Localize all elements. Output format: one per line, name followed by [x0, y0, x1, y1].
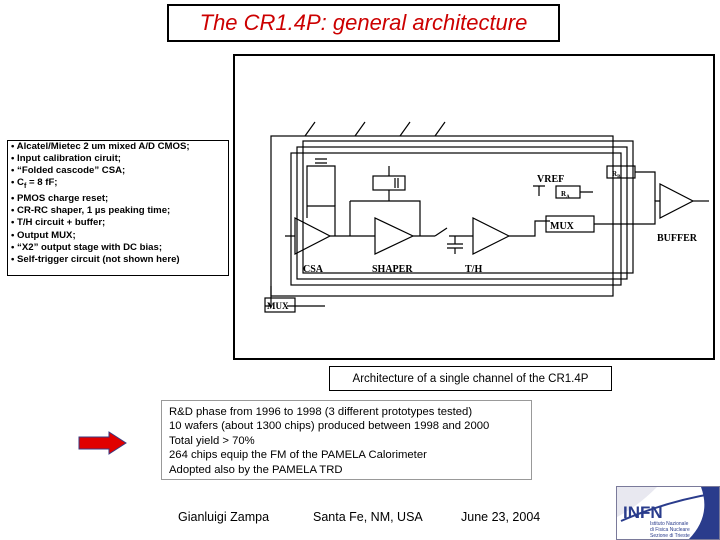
rd-line: Adopted also by the PAMELA TRD — [169, 463, 343, 476]
svg-text:Sezione di Trieste: Sezione di Trieste — [650, 533, 690, 539]
arrow-right-icon — [78, 431, 128, 455]
infn-logo — [616, 486, 720, 540]
list-item: • Alcatel/Mietec 2 um mixed A/D CMOS; — [11, 141, 190, 152]
rd-line: 10 wafers (about 1300 chips) produced between 1998 and 2000 — [169, 420, 490, 433]
th-label: T/H — [465, 264, 483, 275]
svg-text:Istituto Nazionale: Istituto Nazionale — [650, 521, 689, 527]
svg-text:INFN: INFN — [623, 503, 663, 522]
rd-summary — [161, 400, 532, 480]
ra-label: $R_A$ — [561, 190, 570, 200]
rd-line: R&D phase from 1996 to 1998 (3 different prototypes tested) — [169, 406, 473, 418]
figure-caption: Architecture of a single channel of the CR1.4P — [329, 366, 612, 391]
rb-label: $R_B$ — [612, 170, 621, 180]
features-list — [7, 140, 229, 276]
list-item: • “Folded cascode” CSA; — [11, 165, 126, 177]
list-item: • Output MUX; — [11, 229, 76, 241]
footer-author: Gianluigi Zampa — [178, 510, 270, 524]
rd-line: 264 chips equip the FM of the PAMELA Calorimeter — [169, 449, 427, 462]
shaper-label: SHAPER — [372, 264, 413, 275]
list-item: • Self-trigger circuit (not shown here) — [11, 253, 180, 265]
csa-label: CSA — [303, 264, 324, 275]
svg-text:di Fisica Nucleare: di Fisica Nucleare — [650, 527, 690, 533]
list-item: • PMOS charge reset; — [11, 193, 109, 205]
vref-label: VREF — [537, 174, 565, 185]
buffer-label: BUFFER — [657, 233, 697, 244]
list-item: • T/H circuit + buffer; — [11, 217, 106, 229]
page-title: The CR1.4P: general architecture — [167, 4, 560, 42]
footer-location: Santa Fe, NM, USA — [313, 510, 423, 524]
list-item: • “X2” output stage with DC bias; — [11, 241, 163, 253]
infn-logo-icon — [617, 487, 720, 540]
footer-date: June 23, 2004 — [461, 510, 541, 524]
mux-label: MUX — [550, 221, 574, 232]
list-item: • Input calibration ciruit; — [11, 153, 121, 165]
rd-line: Total yield > 70% — [169, 434, 255, 447]
list-item: • CR-RC shaper, 1 µs peaking time; — [11, 205, 171, 217]
mux-bottom-label: MUX — [267, 301, 289, 311]
list-item: • $C_f = 8$ fF; — [11, 177, 58, 191]
schematic-diagram — [235, 56, 713, 358]
architecture-figure — [233, 54, 715, 360]
